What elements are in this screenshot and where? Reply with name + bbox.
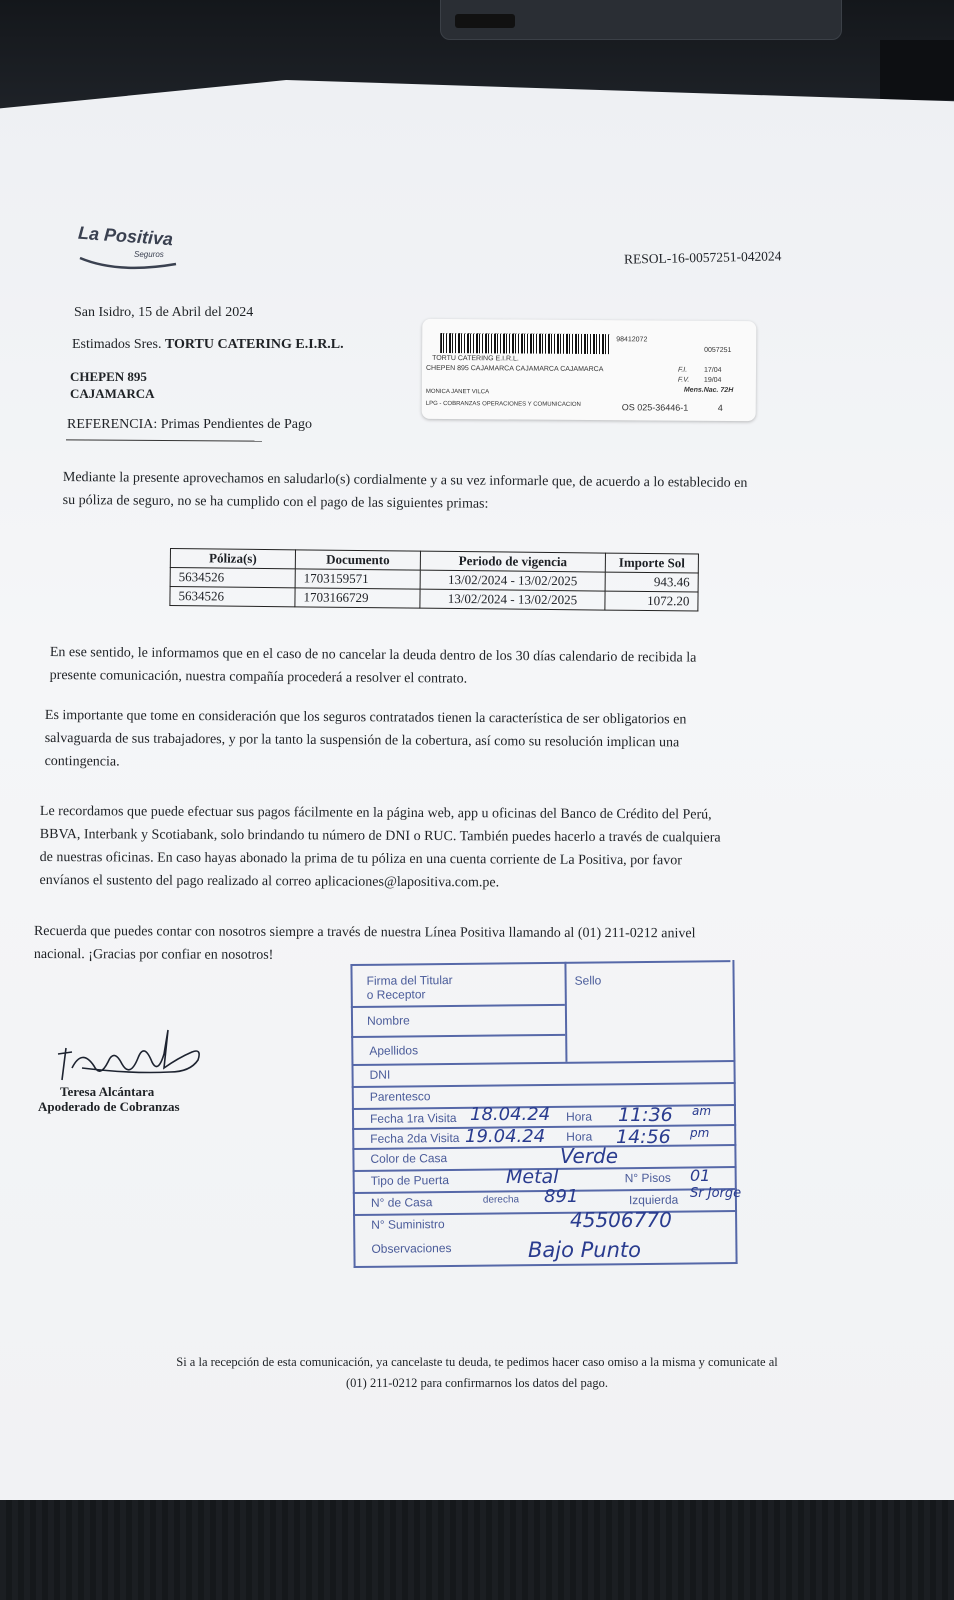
handwritten-observaciones: Bajo Punto xyxy=(528,1238,641,1262)
label-service: Mens.Nac. 72H xyxy=(683,386,734,395)
stamp-rule xyxy=(351,1004,565,1008)
stamp-rule xyxy=(564,962,567,1062)
p3-line-3: contingencia. xyxy=(44,753,120,770)
greeting-prefix: Estimados Sres. xyxy=(72,337,162,352)
label-code-b: 0057251 xyxy=(704,346,732,354)
table-cell: 5634526 xyxy=(170,568,295,588)
reference-code: RESOL-16-0057251-042024 xyxy=(623,248,782,267)
letter-date: San Isidro, 15 de Abril del 2024 xyxy=(74,305,254,320)
logo-swoosh-icon xyxy=(78,254,178,272)
stamp-tipo: Tipo de Puerta xyxy=(370,1173,450,1188)
mailing-label xyxy=(422,319,757,421)
table-cell: 1072.20 xyxy=(605,591,698,611)
label-dept: LPG - COBRANZAS OPERACIONES Y COMUNICACION xyxy=(425,400,581,408)
stamp-dni: DNI xyxy=(369,1067,391,1082)
stamp-parentesco: Parentesco xyxy=(369,1089,431,1104)
stamp-rule xyxy=(351,1034,565,1038)
company-name: TORTU CATERING E.I.R.L. xyxy=(164,337,344,352)
handwritten-hora-1: 11:36 xyxy=(618,1104,673,1126)
paragraph-2 xyxy=(50,641,697,693)
stamp-rule xyxy=(353,1210,737,1216)
p3-line-2: salvaguarda de sus trabajadores, y por la tanto la suspensión de la cobertura, así como su resolución implican una xyxy=(44,730,680,751)
stamp-rule xyxy=(732,960,737,1264)
stamp-firma: Firma del Titular xyxy=(366,972,453,988)
stamp-nombre: Nombre xyxy=(366,1013,410,1028)
background-bottom xyxy=(0,1488,954,1600)
signer-name: Teresa Alcántara xyxy=(60,1084,155,1099)
stamp-pisos: N° Pisos xyxy=(624,1170,671,1186)
reference-line: REFERENCIA: Primas Pendientes de Pago xyxy=(67,417,312,432)
p3-line-1: Es importante que tome en consideración que los seguros contratados tienen la característica de ser obligatorios en xyxy=(44,707,687,728)
p4-line-1: Le recordamos que puede efectuar sus pagos fácilmente en la página web, app u oficinas del Banco de Crédito del Perú, xyxy=(39,803,712,823)
label-fi-value: 17/04 xyxy=(703,366,722,374)
label-fv-value: 19/04 xyxy=(703,376,722,384)
table-cell: 13/02/2024 - 13/02/2025 xyxy=(420,570,605,591)
address-line-2: CAJAMARCA xyxy=(70,386,155,401)
table-header: Documento xyxy=(295,550,420,570)
stamp-derecha: derecha xyxy=(482,1194,520,1206)
handwritten-tipo: Metal xyxy=(506,1166,559,1188)
letter-paper xyxy=(0,80,954,1500)
stamp-fecha-1: Fecha 1ra Visita xyxy=(369,1110,457,1126)
paragraph-3 xyxy=(45,704,687,777)
footer-line-2: (01) 211-0212 para confirmarnos los datos del pago. xyxy=(346,1376,608,1390)
stamp-sello: Sello xyxy=(574,973,602,988)
barcode xyxy=(440,333,610,354)
device-notch xyxy=(455,14,515,28)
handwritten-hora-2: 14:56 xyxy=(616,1126,671,1148)
p2-line-2: presente comunicación, nuestra compañía procederá a resolver el contrato. xyxy=(49,667,468,687)
la-positiva-logo xyxy=(77,222,188,274)
label-name: TORTU CATERING E.I.R.L. xyxy=(432,354,519,363)
handwritten-derecha: 891 xyxy=(544,1186,579,1207)
p5-line-2: nacional. ¡Gracias por confiar en nosotros! xyxy=(33,946,274,963)
p2-line-1: En ese sentido, le informamos que en el caso de no cancelar la deuda dentro de los 30 días calendario de recibida la xyxy=(49,644,697,666)
label-agent: MONICA JANET VILCA xyxy=(425,388,490,396)
stamp-hora-1: Hora xyxy=(565,1109,593,1124)
stamp-fecha-2: Fecha 2da Visita xyxy=(370,1130,460,1146)
label-os-suffix: 4 xyxy=(717,402,723,413)
intro-paragraph xyxy=(63,466,748,518)
stamp-suministro: N° Suministro xyxy=(371,1217,445,1232)
table-cell: 1703166729 xyxy=(295,588,420,608)
handwritten-hora-1-suffix: am xyxy=(692,1104,712,1118)
handwritten-fecha-2: 19.04.24 xyxy=(465,1126,546,1147)
paragraph-4 xyxy=(40,800,721,896)
stamp-observaciones: Observaciones xyxy=(371,1241,452,1256)
intro-line-2: su póliza de seguro, no se ha cumplido con el pago de las siguientes primas: xyxy=(62,492,489,512)
label-fi-label: F.I. xyxy=(677,366,688,374)
logo-text: La Positiva xyxy=(77,222,174,250)
address-line-1: CHEPEN 895 xyxy=(70,369,147,384)
premiums-table xyxy=(169,548,699,612)
label-code-a: 98412072 xyxy=(616,336,648,344)
p4-line-4: envíanos el sustento del pago realizado al correo aplicaciones@lapositiva.com.pe. xyxy=(39,872,500,891)
handwritten-fecha-1: 18.04.24 xyxy=(470,1104,551,1125)
handwritten-suministro: 45506770 xyxy=(570,1208,672,1232)
stamp-color: Color de Casa xyxy=(370,1151,448,1166)
handwritten-color: Verde xyxy=(560,1144,619,1168)
stamp-apellidos: Apellidos xyxy=(369,1043,419,1058)
stamp-rule xyxy=(350,960,730,965)
stamp-firma-receptor: o Receptor xyxy=(366,987,426,1002)
table-header: Póliza(s) xyxy=(170,549,295,569)
table-header: Periodo de vigencia xyxy=(420,551,605,572)
stamp-hora-2: Hora xyxy=(566,1129,593,1144)
footer-line-1: Si a la recepción de esta comunicación, ya cancelaste tu deuda, te pedimos hacer caso omiso a la misma y comunicate al xyxy=(176,1355,778,1369)
stamp-rule xyxy=(352,1082,736,1088)
signer-title: Apoderado de Cobranzas xyxy=(38,1099,180,1114)
stamp-izquierda: Izquierda xyxy=(628,1192,679,1208)
table-cell: 13/02/2024 - 13/02/2025 xyxy=(420,589,605,610)
stamp-rule xyxy=(351,1060,735,1066)
p4-line-3: de nuestras oficinas. En caso hayas abonado la prima de tu póliza en una cuenta corriente de La Positiva, por favor xyxy=(39,849,682,869)
label-address: CHEPEN 895 CAJAMARCA CAJAMARCA CAJAMARCA xyxy=(425,364,604,374)
handwritten-signature xyxy=(52,1028,212,1086)
table-cell: 1703159571 xyxy=(295,569,420,589)
handwritten-hora-2-suffix: pm xyxy=(690,1126,710,1140)
intro-line-1: Mediante la presente aprovechamos en saludarlo(s) cordialmente y a su vez informarle que, de acuerdo a lo establecido en xyxy=(62,469,748,491)
handwritten-izquierda: Sr Jorge xyxy=(690,1186,742,1201)
p4-line-2: BBVA, Interbank y Scotiabank, solo brindando tu número de DNI o RUC. También puedes hacerlo a través de cualquiera xyxy=(39,826,721,846)
label-os: OS 025-36446-1 xyxy=(621,402,689,413)
label-fv-label: F.V. xyxy=(677,376,690,384)
background-right xyxy=(880,40,954,100)
stamp-nro-casa: N° de Casa xyxy=(370,1195,433,1210)
greeting xyxy=(72,337,344,353)
table-cell: 943.46 xyxy=(605,572,698,592)
p5-line-1: Recuerda que puedes contar con nosotros siempre a través de nuestra Línea Positiva llamando al (01) 211-0212 anivel xyxy=(33,924,696,942)
table-cell: 5634526 xyxy=(170,587,295,607)
table-header: Importe Sol xyxy=(605,553,698,573)
logo-subtext: Seguros xyxy=(134,250,164,259)
handwritten-pisos: 01 xyxy=(690,1166,711,1185)
